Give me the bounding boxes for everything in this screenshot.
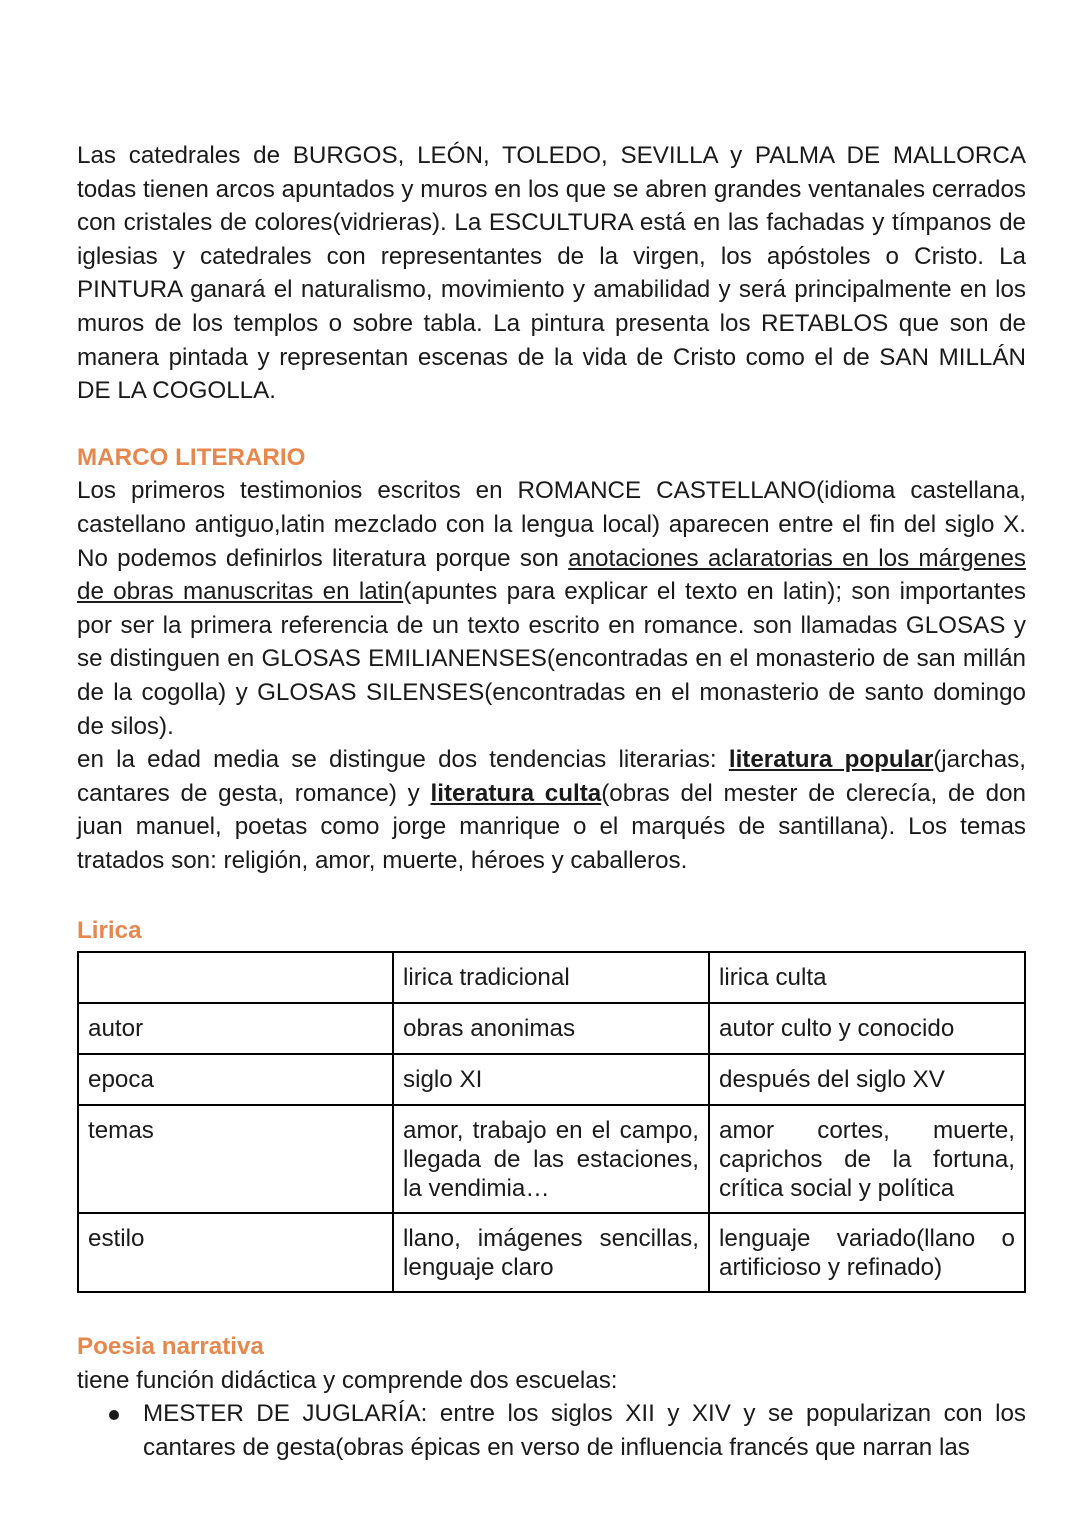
marco-paragraph-1 bbox=[77, 474, 1026, 743]
table-header-row bbox=[78, 952, 1025, 1003]
table-cell: obras anonimas bbox=[393, 1003, 709, 1054]
table-header-cell: lirica culta bbox=[709, 952, 1025, 1003]
marco-literario-heading: MARCO LITERARIO bbox=[77, 443, 306, 471]
escuelas-list bbox=[77, 1397, 1026, 1464]
lirica-table bbox=[77, 951, 1026, 1293]
marco-p1-text-a: Los primeros testimonios escritos en ROMANCE CASTELLANO(idioma castellana, castellano antiguo,latin mezclado con la lengua local) aparecen entre el fin del siglo X. No podemos definirlos literatura porque son bbox=[77, 477, 1026, 572]
intro-paragraph: Las catedrales de BURGOS, LEÓN, TOLEDO, SEVILLA y PALMA DE MALLORCA todas tienen arcos apuntados y muros en los que se abren grandes ventanales cerrados con cristales de colores(vidrieras). La ESCULTURA está en las fachadas y tímpanos de iglesias y catedrales con representantes de la virgen, los apóstoles o Cristo. La PINTURA ganará el naturalismo, movimiento y amabilidad y será principalmente en los muros de los templos o sobre tabla. La pintura presenta los RETABLOS que son de manera pintada y representan escenas de la vida de Cristo como el de SAN MILLÁN DE LA COGOLLA. bbox=[77, 142, 1026, 405]
table-cell: estilo bbox=[78, 1213, 393, 1292]
list-item bbox=[143, 1397, 1026, 1464]
table-cell: autor bbox=[78, 1003, 393, 1054]
table-cell: epoca bbox=[78, 1054, 393, 1105]
table-cell: después del siglo XV bbox=[709, 1054, 1025, 1105]
table-cell: siglo XI bbox=[393, 1054, 709, 1105]
marco-p1-text-b: (apuntes para explicar el texto en latin); son importantes por ser la primera referencia de un texto escrito en romance. son llamadas GLOSAS y se distinguen en GLOSAS EMILIANENSES(encontradas en el monasterio de san millán de la cogolla) y GLOSAS SILENSES(encontradas en el monasterio de santo domingo de silos). bbox=[77, 578, 1027, 740]
bullet-icon bbox=[109, 1410, 119, 1420]
literatura-culta-term: literatura culta bbox=[430, 779, 602, 807]
table-row bbox=[78, 1054, 1025, 1105]
table-row bbox=[78, 1003, 1025, 1054]
marco-p1-underlined: anotaciones aclaratorias en los márgenes de obras manuscritas en latin bbox=[77, 544, 1026, 606]
table-cell: amor cortes, muerte, caprichos de la fortuna, crítica social y política bbox=[709, 1105, 1025, 1213]
lirica-heading: Lirica bbox=[77, 917, 142, 945]
marco-p2-text-b: (jarchas, cantares de gesta, romance) y bbox=[77, 746, 1026, 807]
table-row bbox=[78, 1105, 1025, 1213]
table-cell: llano, imágenes sencillas, lenguaje claro bbox=[393, 1213, 709, 1292]
table-header-cell bbox=[78, 952, 393, 1003]
poesia-narrativa-heading: Poesia narrativa bbox=[77, 1333, 264, 1361]
table-cell: autor culto y conocido bbox=[709, 1003, 1025, 1054]
marco-p2-text-a: en la edad media se distingue dos tendencias literarias: bbox=[77, 746, 729, 774]
poesia-intro: tiene función didáctica y comprende dos escuelas: bbox=[77, 1366, 618, 1394]
marco-p2-text-c: (obras del mester de clerecía, de don juan manuel, poetas como jorge manrique o el marqués de santillana). Los temas tratados son: religión, amor, muerte, héroes y caballeros. bbox=[77, 779, 1026, 874]
marco-paragraph-2 bbox=[77, 743, 1026, 877]
table-cell: temas bbox=[78, 1105, 393, 1213]
literatura-popular-term: literatura popular bbox=[728, 746, 934, 774]
table-header-cell: lirica tradicional bbox=[393, 952, 709, 1003]
table-cell: lenguaje variado(llano o artificioso y refinado) bbox=[709, 1213, 1025, 1292]
list-item-text: MESTER DE JUGLARÍA: entre los siglos XII y XIV y se popularizan con los cantares de gesta(obras épicas en verso de influencia francés que narran las bbox=[143, 1400, 1026, 1461]
table-row bbox=[78, 1213, 1025, 1292]
table-cell: amor, trabajo en el campo, llegada de las estaciones, la vendimia… bbox=[393, 1105, 709, 1213]
